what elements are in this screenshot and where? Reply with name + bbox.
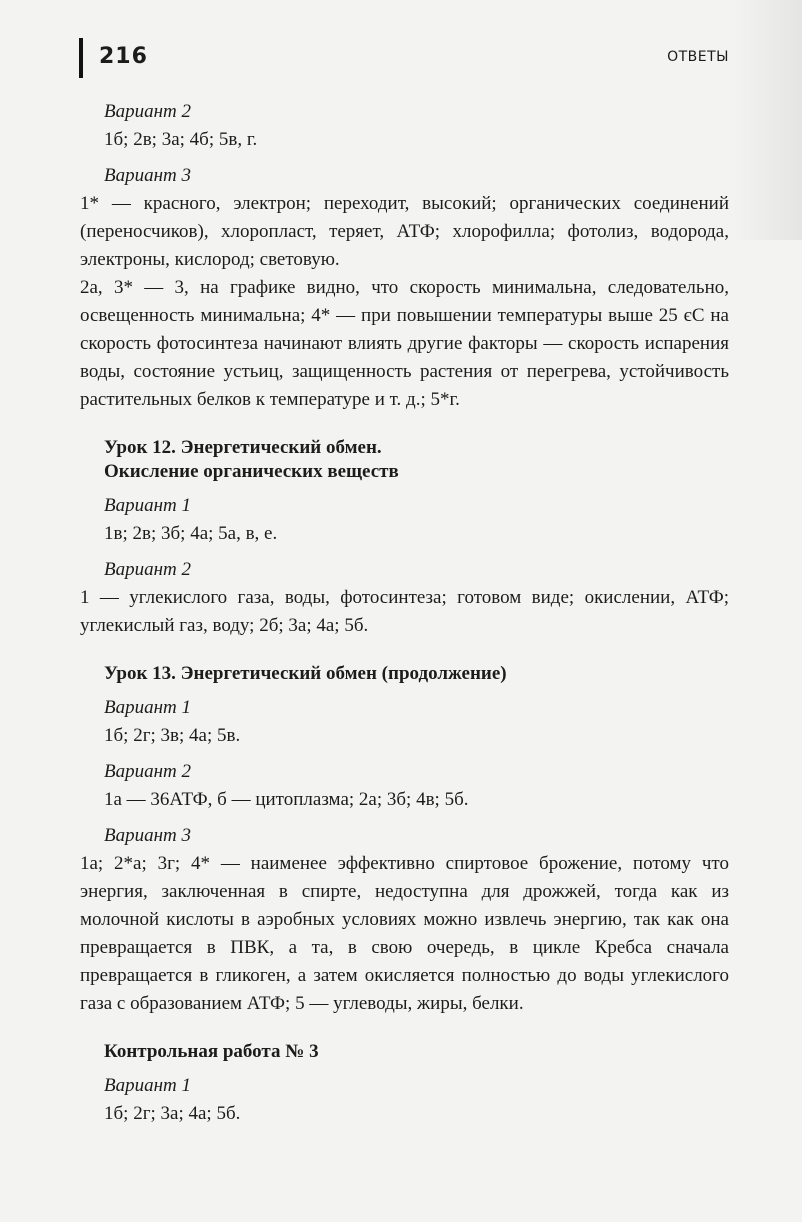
running-head: ОТВЕТЫ	[667, 49, 729, 65]
answer-text: 1б; 2в; 3а; 4б; 5в, г.	[104, 129, 258, 150]
variant-heading: Вариант 3	[104, 165, 192, 186]
page-number: 216	[99, 44, 148, 69]
lesson-title: Урок 13. Энергетический обмен (продолжение)	[104, 663, 507, 684]
answer-text: 1б; 2г; 3а; 4а; 5б.	[104, 1103, 241, 1124]
test-title: Контрольная работа № 3	[104, 1041, 319, 1062]
variant-heading: Вариант 3	[104, 825, 192, 846]
variant-heading: Вариант 2	[104, 761, 192, 782]
lesson-title: Окисление органических веществ	[104, 461, 399, 482]
answer-text: 1б; 2г; 3в; 4а; 5в.	[104, 725, 241, 746]
answer-text: 1в; 2в; 3б; 4а; 5а, в, е.	[104, 523, 278, 544]
page-content	[80, 98, 729, 1128]
answer-text: 1* — красного, электрон; переходит, высокий; органических соединений (переносчиков), хлоропласт, теряет, АТФ; хлорофилла; фотолиз, водорода, электроны, кислород; световую.	[80, 193, 729, 270]
lesson-title: Урок 12. Энергетический обмен.	[104, 437, 382, 458]
variant-heading: Вариант 1	[104, 1075, 192, 1096]
answer-text: 1а; 2*а; 3г; 4* — наименее эффективно спиртовое брожение, потому что энергия, заключенная в спирте, недоступна для дрожжей, тогда как из молочной кислоты в аэробных условиях можно извлечь энергию, так как она превращается в ПВК, а та, в свою очередь, в цикле Кребса сначала превращается в гликоген, а затем окисляется полностью до воды углекислого газа с образованием АТФ; 5 — углеводы, жиры, белки.	[80, 853, 729, 1014]
answer-text: 1 — углекислого газа, воды, фотосинтеза; готовом виде; окислении, АТФ; углекислый газ, воду; 2б; 3а; 4а; 5б.	[80, 587, 729, 636]
page-edge-shadow	[732, 0, 802, 240]
variant-heading: Вариант 2	[104, 559, 192, 580]
variant-heading: Вариант 1	[104, 697, 192, 718]
header-rule	[79, 38, 83, 78]
answer-text: 1а — 36АТФ, б — цитоплазма; 2а; 3б; 4в; 5б.	[104, 789, 469, 810]
answer-text: 2а, 3* — 3, на графике видно, что скорость минимальна, следовательно, освещенность минимальна; 4* — при повышении температуры выше 25 єС на скорость фотосинтеза начинают влиять другие факторы — скорость испарения воды, состояние устьиц, защищенность растения от перегрева, устойчивость растительных белков к температуре и т. д.; 5*г.	[80, 277, 729, 410]
variant-heading: Вариант 1	[104, 495, 192, 516]
variant-heading: Вариант 2	[104, 101, 192, 122]
